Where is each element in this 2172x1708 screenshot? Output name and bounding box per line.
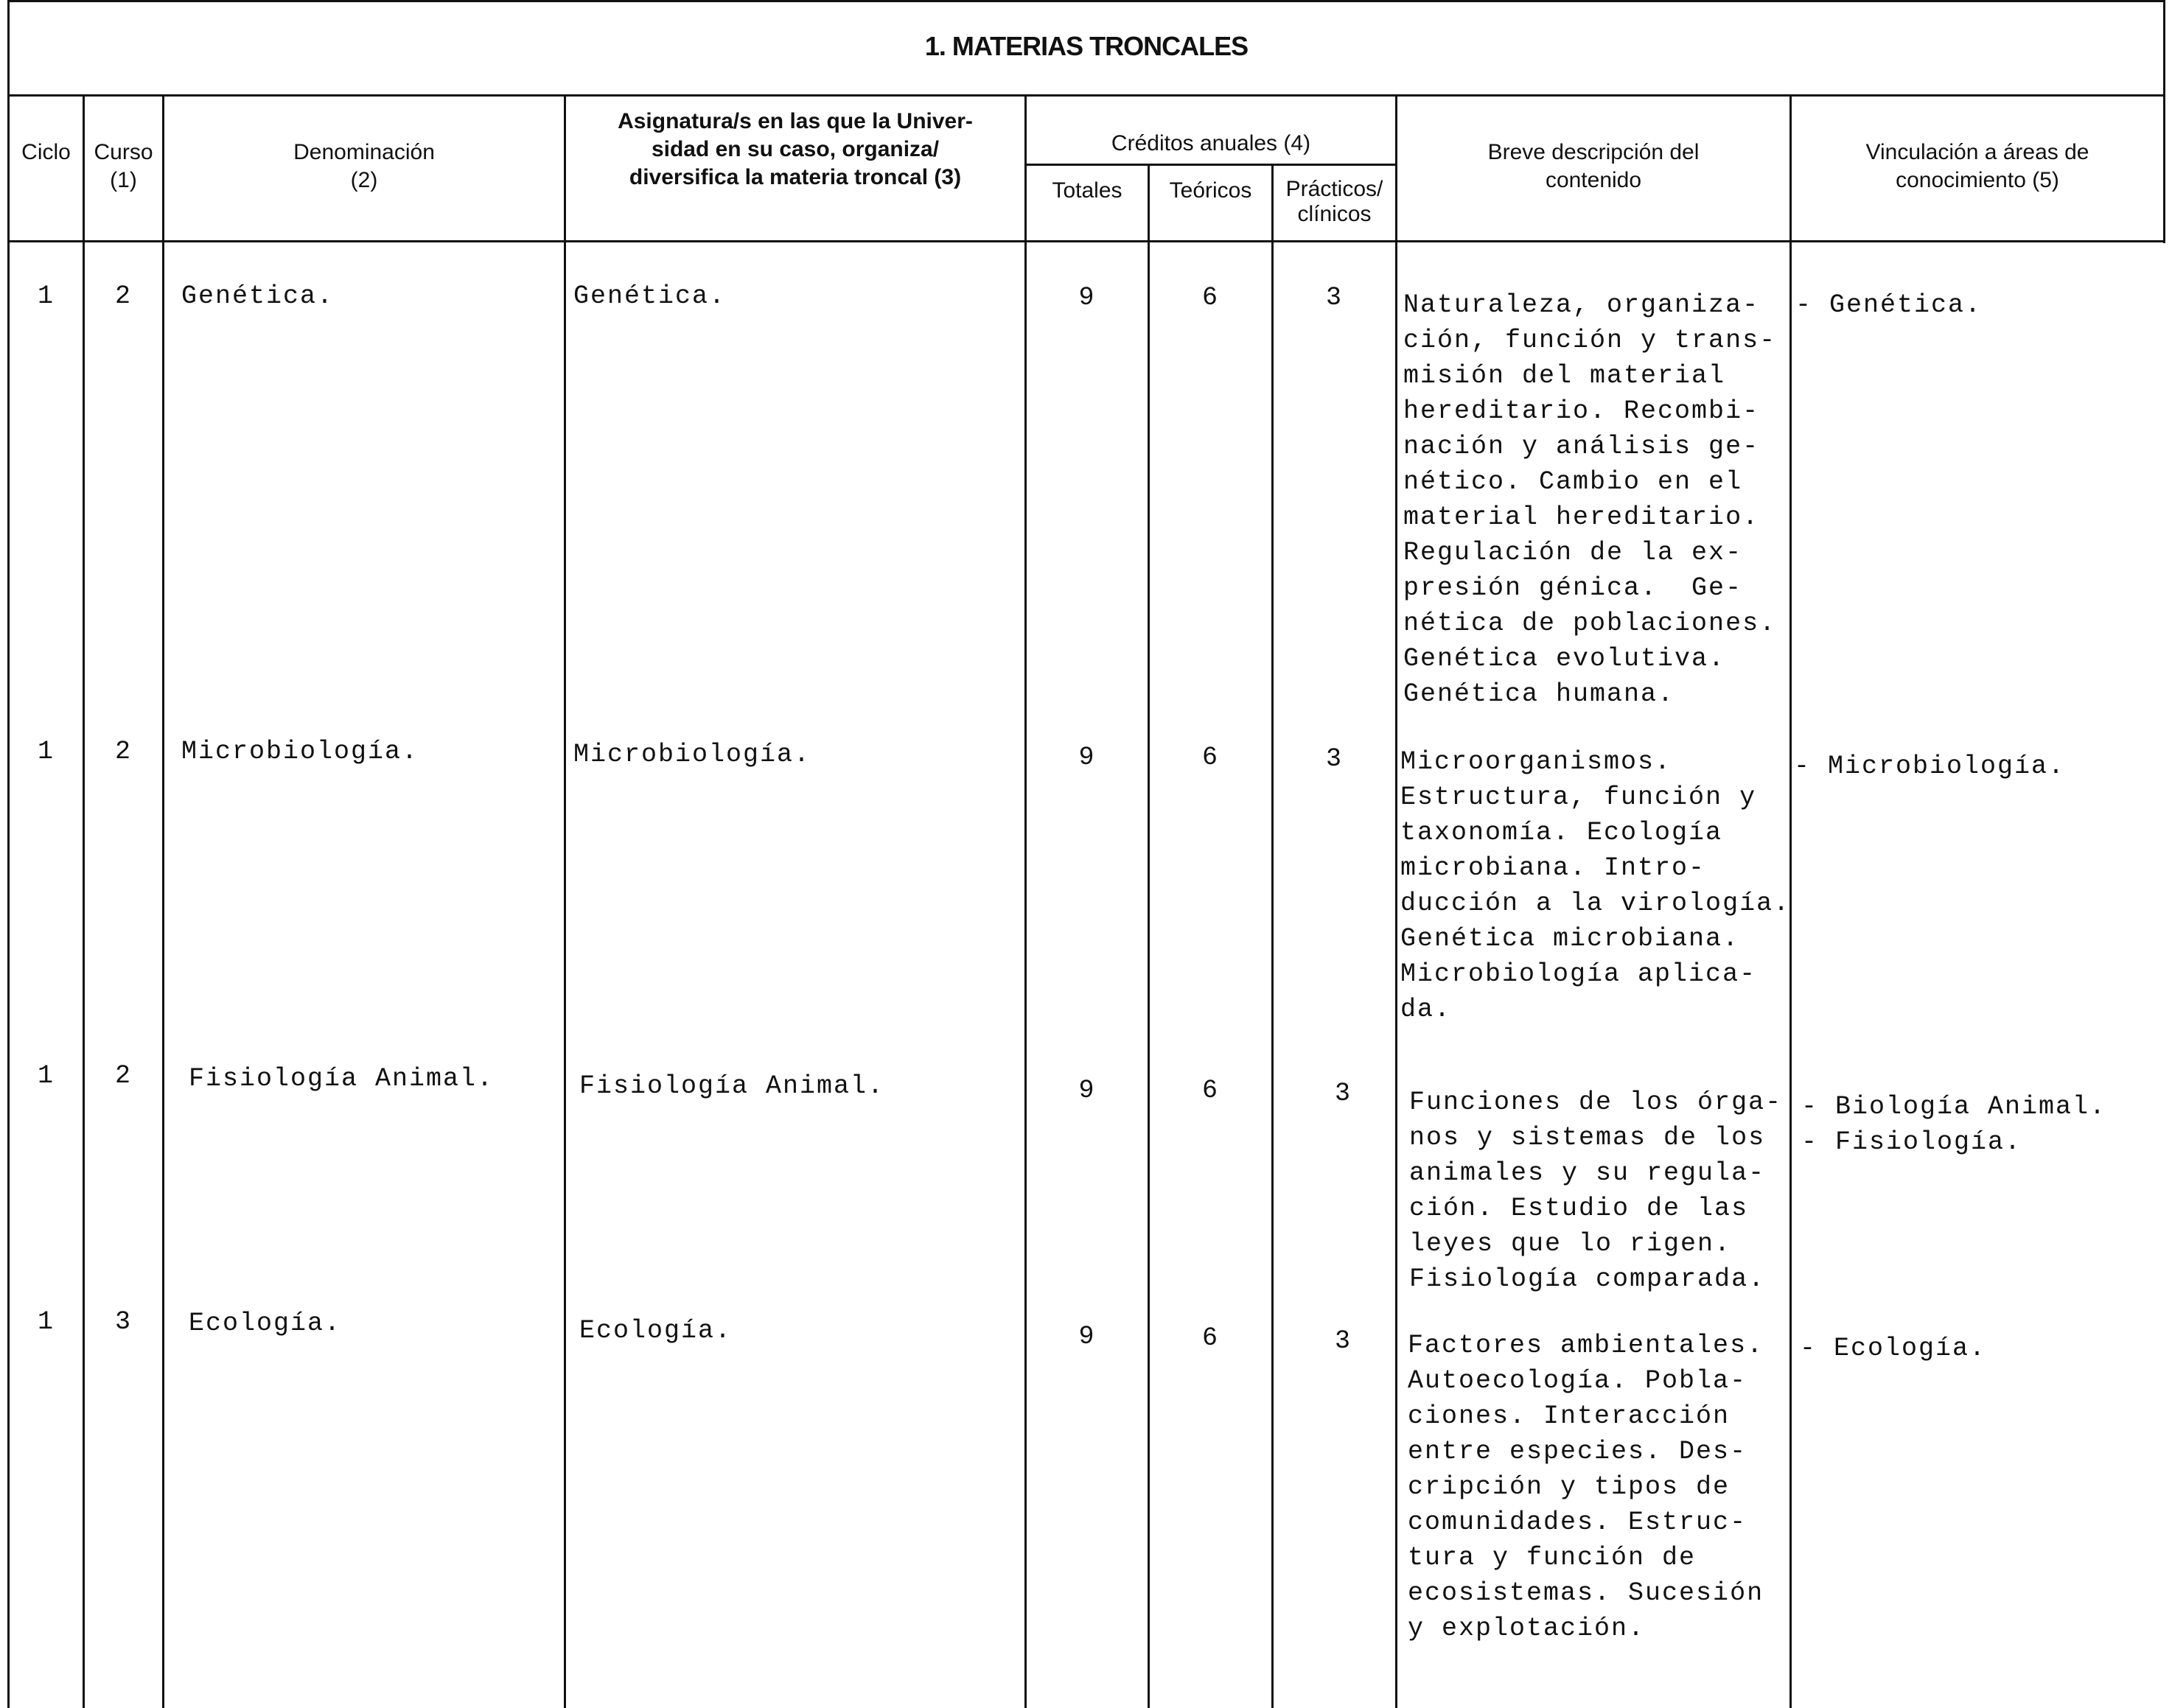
row-totales: 9 — [1078, 743, 1096, 772]
header-practicos: Prácticos/ clínicos — [1285, 177, 1383, 226]
row-vinculacion: - Biología Animal. - Fisiología. — [1801, 1092, 2107, 1157]
row-asignatura: Genética. — [573, 281, 727, 311]
row-denominacion: Microbiología. — [181, 737, 419, 766]
header-totales: Totales — [1052, 178, 1122, 203]
row-practicos: 3 — [1334, 1326, 1352, 1356]
row-vinculacion: - Ecología. — [1800, 1334, 1987, 1363]
col-divider-asignatura — [1024, 94, 1027, 1708]
col-divider-teoricos — [1271, 164, 1274, 1708]
row-curso: 2 — [114, 281, 132, 311]
row-denominacion: Ecología. — [189, 1309, 342, 1338]
credits-subheader-divider — [1024, 164, 1397, 166]
col-divider-totales — [1148, 164, 1150, 1708]
header-asignaturas: Asignatura/s en las que la Univer- sidad en su caso, organiza/ diversifica la materia troncal (3) — [618, 109, 973, 189]
header-creditos: Créditos anuales (4) — [1111, 131, 1311, 155]
row-curso: 2 — [114, 737, 132, 766]
row-curso: 2 — [114, 1061, 132, 1091]
title-divider — [7, 94, 2165, 97]
col-divider-denominacion — [564, 94, 566, 1708]
row-denominacion: Genética. — [181, 281, 335, 311]
header-ciclo: Ciclo — [21, 140, 71, 164]
table-right-border — [2163, 0, 2165, 243]
row-ciclo: 1 — [37, 281, 55, 311]
header-vinculacion: Vinculación a áreas de conocimiento (5) — [1865, 140, 2089, 192]
table-top-border — [7, 0, 2165, 2]
row-vinculacion: - Genética. — [1795, 290, 1983, 320]
row-denominacion: Fisiología Animal. — [189, 1064, 495, 1093]
row-practicos: 3 — [1325, 744, 1343, 774]
col-divider-ciclo — [83, 94, 85, 1708]
header-descripcion: Breve descripción del contenido — [1487, 140, 1700, 192]
row-totales: 9 — [1078, 1076, 1096, 1105]
row-descripcion: Naturaleza, organiza- ción, función y trans- misión del material hereditario. Recombi- nación y análisis ge- nético. Cambio en el material hereditario. Regulación de la ex- presión génica. Ge- nética de poblaciones. Genética evolutiva. Genética humana. — [1403, 290, 1777, 709]
row-teoricos: 6 — [1201, 1323, 1219, 1353]
row-descripcion: Funciones de los órga- nos y sistemas de los animales y su regula- ción. Estudio de las leyes que lo rigen. Fisiología comparada. — [1409, 1088, 1783, 1294]
row-practicos: 3 — [1334, 1079, 1352, 1108]
page-title: 1. MATERIAS TRONCALES — [924, 31, 1249, 61]
row-curso: 3 — [114, 1307, 132, 1337]
row-totales: 9 — [1078, 1322, 1096, 1351]
header-curso: Curso (1) — [94, 140, 153, 192]
col-divider-practicos — [1395, 94, 1397, 1708]
row-vinculacion: - Microbiología. — [1794, 752, 2066, 781]
row-asignatura: Ecología. — [579, 1316, 733, 1345]
row-descripcion: Microorganismos. Estructura, función y taxonomía. Ecología microbiana. Intro- ducción a la virología. Genética microbiana. Microbiología aplica- da. — [1400, 747, 1791, 1024]
col-divider-curso — [162, 94, 164, 1708]
row-totales: 9 — [1078, 283, 1096, 312]
header-denominacion: Denominación (2) — [293, 140, 435, 192]
row-ciclo: 1 — [37, 1307, 55, 1337]
header-teoricos: Teóricos — [1169, 178, 1252, 203]
row-teoricos: 6 — [1201, 743, 1219, 772]
header-bottom-border — [7, 240, 2165, 242]
row-descripcion: Factores ambientales. Autoecología. Pobla- ciones. Interacción entre especies. Des- cripción y tipos de comunidades. Estruc- tura y función de ecosistemas. Sucesión y explotación. — [1408, 1331, 1764, 1643]
table-left-border — [7, 0, 10, 1708]
row-ciclo: 1 — [37, 737, 55, 766]
row-practicos: 3 — [1325, 283, 1343, 312]
row-asignatura: Microbiología. — [573, 740, 811, 769]
row-teoricos: 6 — [1201, 283, 1219, 312]
row-asignatura: Fisiología Animal. — [579, 1071, 885, 1101]
row-teoricos: 6 — [1201, 1076, 1219, 1105]
row-ciclo: 1 — [37, 1061, 55, 1091]
